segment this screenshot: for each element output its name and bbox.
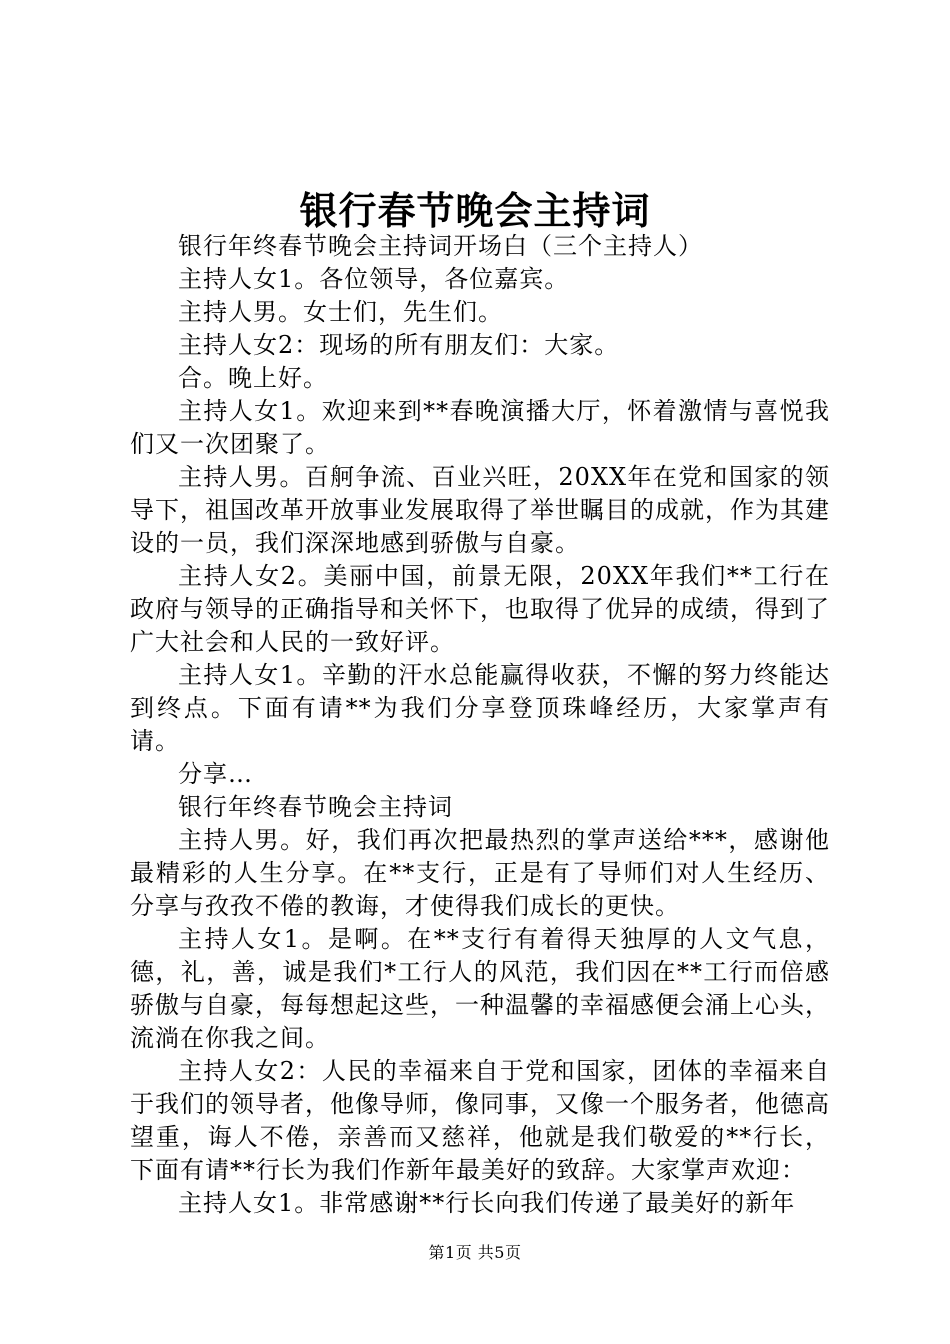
paragraph: 主持人女1。欢迎来到**春晚演播大厅，怀着激情与喜悦我们又一次团聚了。	[130, 397, 830, 458]
paragraph: 主持人男。好，我们再次把最热烈的掌声送给***，感谢他最精彩的人生分享。在**支行，正是有了导师们对人生经历、分享与孜孜不倦的教诲，才使得我们成长的更快。	[130, 826, 830, 920]
document-body	[130, 230, 830, 1220]
paragraph: 主持人女1。是啊。在**支行有着得天独厚的人文气息，德，礼，善，诚是我们*工行人的风范，我们因在**工行而倍感骄傲与自豪，每每想起这些，一种温馨的幸福感便会涌上心头，流淌在你我之间。	[130, 925, 830, 1052]
paragraph: 主持人女1。非常感谢**行长向我们传递了最美好的新年	[178, 1189, 796, 1217]
paragraph-opening: 银行年终春节晚会主持词开场白（三个主持人）	[178, 232, 703, 260]
paragraph: 主持人女2：人民的幸福来自于党和国家，团体的幸福来自于我们的领导者，他像导师，像同事，又像一个服务者，他德高望重，诲人不倦，亲善而又慈祥，他就是我们敬爱的**行长，下面有请**行长为我们作新年最美好的致辞。大家掌声欢迎：	[130, 1057, 830, 1184]
paragraph: 主持人男。百舸争流、百业兴旺，20XX年在党和国家的领导下，祖国改革开放事业发展取得了举世瞩目的成就，作为其建设的一员，我们深深地感到骄傲与自豪。	[130, 463, 830, 557]
paragraph: 主持人男。女士们，先生们。	[178, 298, 503, 326]
page-footer: 第1页 共5页	[428, 1243, 522, 1262]
paragraph: 主持人女2。美丽中国，前景无限，20XX年我们**工行在政府与领导的正确指导和关怀下，也取得了优异的成绩，得到了广大社会和人民的一致好评。	[130, 562, 830, 656]
paragraph: 分享…	[178, 760, 253, 788]
document-title: 银行春节晚会主持词	[299, 188, 651, 233]
paragraph: 主持人女2：现场的所有朋友们：大家。	[178, 331, 620, 359]
paragraph: 主持人女1。辛勤的汗水总能赢得收获，不懈的努力终能达到终点。下面有请**为我们分享登顶珠峰经历，大家掌声有请。	[130, 661, 830, 755]
paragraph-subheading: 银行年终春节晚会主持词	[178, 793, 453, 821]
paragraph: 合。晚上好。	[178, 364, 328, 392]
paragraph: 主持人女1。各位领导，各位嘉宾。	[178, 265, 570, 293]
